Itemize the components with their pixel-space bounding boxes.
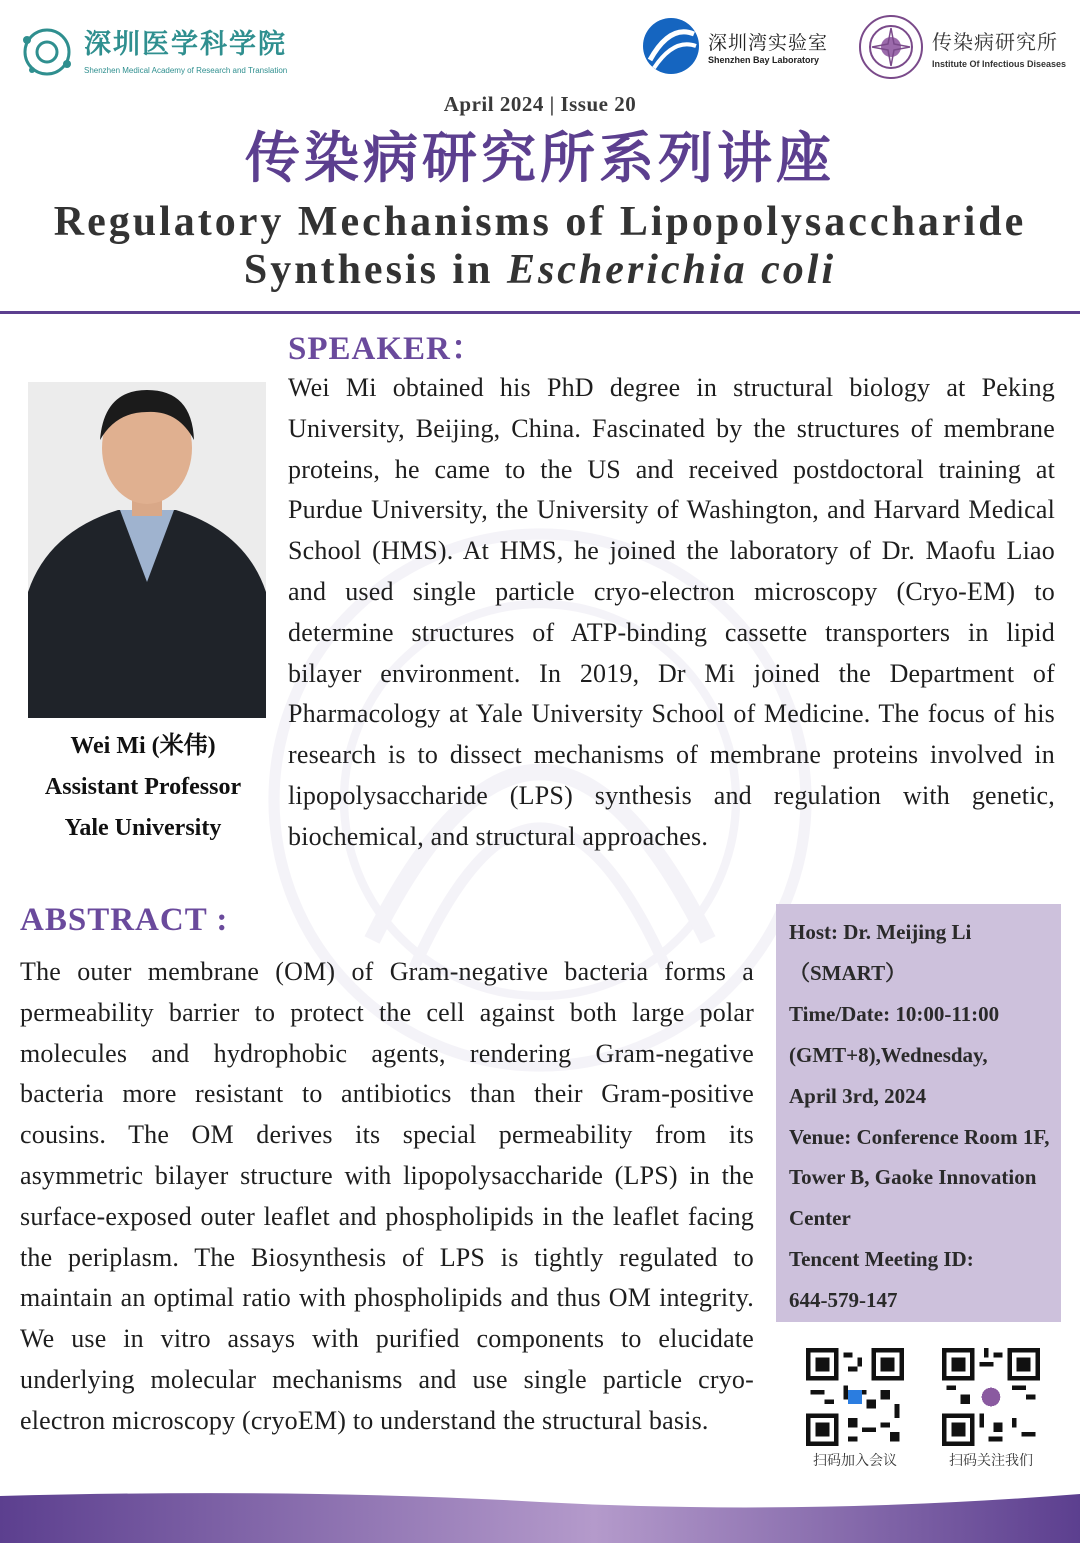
host-line: Host: Dr. Meijing Li [789, 920, 972, 944]
speaker-bio: Wei Mi obtained his PhD degree in structural biology at Peking University, Beijing, China. Fascinated by the structures of membrane proteins, he came to the US and received postdoctoral training at Purdue University, the University of Washington, and Harvard Medical School (HMS). At HMS, he joined the laboratory of Dr. Maofu Liao and used single particle cryo-electron microscopy (Cryo-EM) to determine structures of ATP-binding cassette transporters in lipid bilayer environment. In 2019, Dr Mi joined the Department of Pharmacology at Yale University School of Medicine. The focus of his research is to dissect mechanisms of membrane proteins involved in lipopolysaccharide (LPS) synthesis and regulation with genetic, biochemical, and structural approaches. [288, 373, 1055, 851]
follow-qr-code-icon[interactable] [942, 1348, 1040, 1446]
sm-art-logo-zh: 深圳医学科学院 [84, 28, 287, 60]
issue-line: April 2024 | Issue 20 [443, 92, 637, 116]
meeting-qr-code-icon[interactable] [806, 1348, 904, 1446]
timezone-line: (GMT+8),Wednesday, [789, 1042, 988, 1067]
abstract-heading: ABSTRACT : [20, 902, 229, 938]
shenzhen-bay-lab-emblem-icon [640, 16, 702, 76]
speaker-photo [28, 382, 266, 718]
english-title-line2-prefix: Synthesis in [243, 247, 507, 293]
sm-art-logo-en: Shenzhen Medical Academy of Research and Translation [84, 65, 288, 75]
speaker-name: Wei Mi (米伟) [70, 733, 216, 759]
chinese-title: 传染病研究所系列讲座 [244, 126, 835, 190]
english-title-line2 [0, 246, 1080, 294]
meeting-qr-caption: 扫码加入会议 [813, 1453, 897, 1469]
institute-logo [858, 14, 1066, 80]
title-divider [0, 311, 1080, 314]
english-title-species: Escherichia coli [506, 247, 837, 293]
event-info-box [776, 904, 1061, 1322]
meeting-id-label: Tencent Meeting ID: [789, 1247, 974, 1272]
english-title-line1: Regulatory Mechanisms of Lipopolysaccharide [53, 199, 1027, 245]
shenzhen-bay-lab-logo [640, 16, 828, 76]
footer-wave-band [0, 1488, 1080, 1543]
venue-line-2: Tower B, Gaoke Innovation [789, 1165, 1037, 1190]
venue-line: Venue: Conference Room 1F, [789, 1124, 1050, 1149]
speaker-portrait-icon [28, 382, 266, 718]
speaker-heading: SPEAKER： [288, 331, 485, 367]
meeting-id-value: 644-579-147 [789, 1288, 898, 1313]
host-affiliation-line: （SMART） [789, 960, 907, 985]
institute-logo-en: Institute Of Infectious Diseases [932, 58, 1067, 69]
follow-qr-caption: 扫码关注我们 [949, 1453, 1033, 1469]
sm-art-logo [18, 24, 287, 80]
institute-seal-icon [858, 14, 924, 80]
time-line: Time/Date: 10:00-11:00 [789, 1001, 1000, 1026]
abstract-text: The outer membrane (OM) of Gram-negative bacteria forms a permeability barrier to protect the cell against both large polar molecules and hydrophobic agents, rendering Gram-negative bacteria more resistant to antibiotics than their Gram-positive cousins. The OM derives its special permeability from its asymmetric bilayer structure with lipopolysaccharide (LPS) in the surface-exposed outer leaflet and phospholipids in the leaflet facing the periplasm. The Biosynthesis of LPS is tightly regulated to maintain an optimal ratio with phospholipids and thus OM integrity. We use in vitro assays with purified components to elucidate underlying molecular mechanisms and use single particle cryo-electron microscopy (cryoEM) to understand the structural basis. [20, 957, 754, 1435]
sm-art-emblem-icon [18, 24, 76, 80]
shenzhen-bay-lab-zh: 深圳湾实验室 [708, 31, 829, 54]
speaker-meta [20, 726, 266, 849]
english-title [0, 198, 1080, 294]
speaker-title: Assistant Professor [44, 774, 242, 800]
speaker-affiliation: Yale University [64, 815, 222, 841]
shenzhen-bay-lab-en: Shenzhen Bay Laboratory [708, 54, 820, 65]
date-line: April 3rd, 2024 [789, 1083, 927, 1108]
venue-line-3: Center [789, 1206, 851, 1231]
institute-logo-zh: 传染病研究所 [932, 29, 1058, 54]
